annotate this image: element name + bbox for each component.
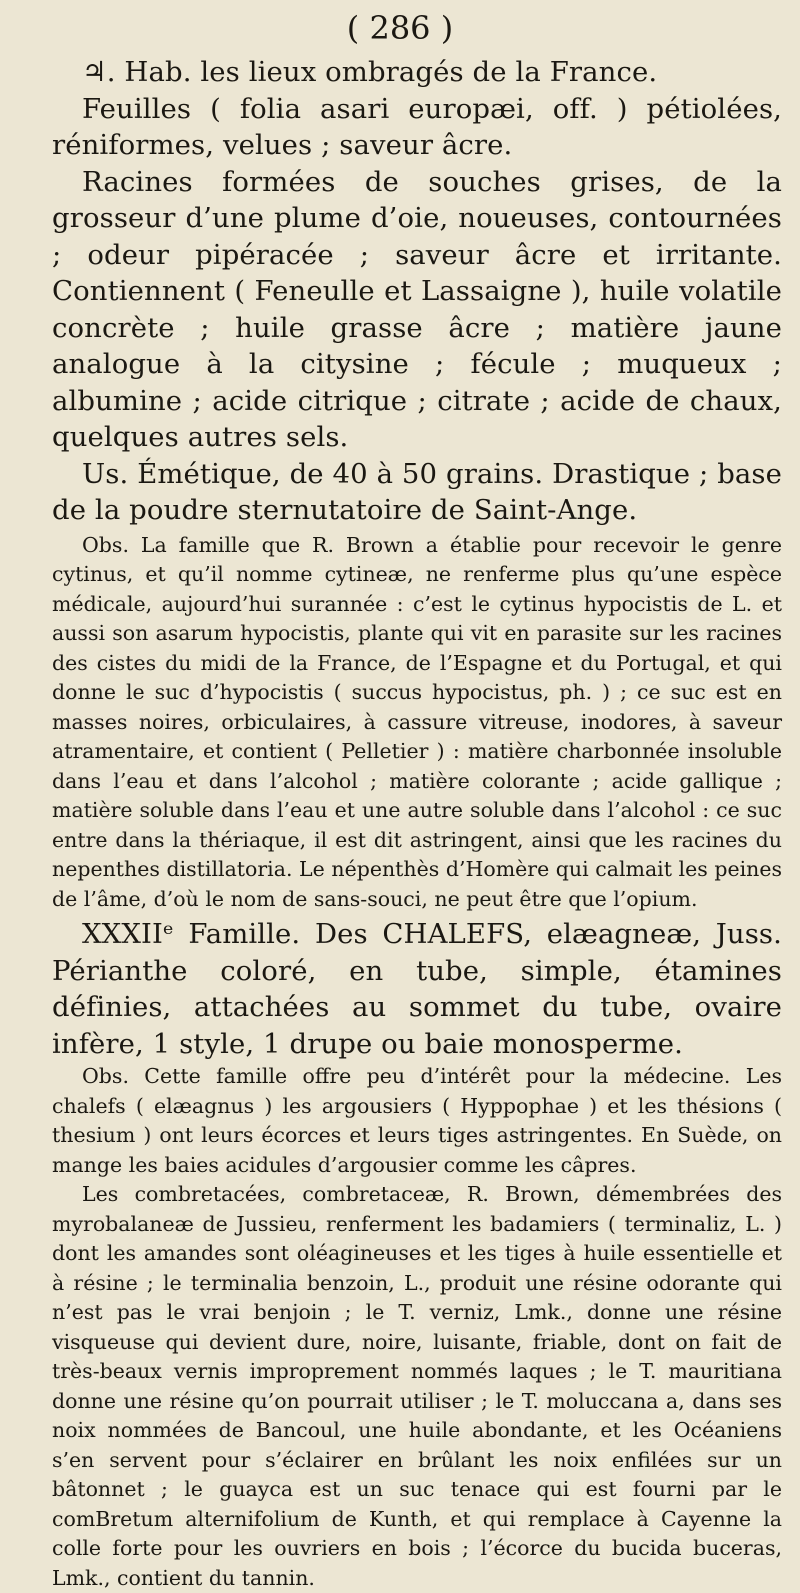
- paragraph-racines: Racines formées de souches grises, de la grosseur d’une plume d’oie, noueuses, contournées ; odeur pipéracée ; saveur âcre et irritante. Contiennent ( Feneulle et Lassaigne ), huile volatile concrète ; huile grasse âcre ; matière jaune analogue à la citysine ; fécule ; muqueux ; albumine ; acide citrique ; citrate ; acide de chaux, quelques autres sels.: [52, 165, 782, 453]
- habitat-line: ♃. Hab. les lieux ombragés de la France.: [82, 56, 658, 88]
- paragraph-combretacees: Les combretacées, combretaceæ, R. Brown, démembrées des myrobalaneæ de Jussieu, renferment les badamiers ( terminaliz, L. ) dont les amandes sont oléagineuses et les tiges à huile essentielle et à résine ; le terminalia benzoin, L., produit une résine odorante qui n’est pas le vrai benjoin ; le T. verniz, Lmk., donne une résine visqueuse qui devient dure, noire, luisante, friable, dont on fait de très-beaux vernis improprement nommés laques ; le T. mauritiana donne une résine qu’on pourrait utiliser ; le T. moluccana a, dans ses noix nommées de Bancoul, une huile abondante, et les Océaniens s’en servent pour s’éclairer en brûlant les noix enfilées sur un bâtonnet ; le guayca est un suc tenace qui est fourni par le comBretum alternifolium de Kunth, et qui remplace à Cayenne la colle forte pour les ouvriers en bois ; l’écorce du bucida buceras, Lmk., contient du tannin.: [52, 1182, 782, 1590]
- paragraph-usage: Us. Émétique, de 40 à 50 grains. Drastique ; base de la poudre sternutatoire de Saint-Ange.: [52, 457, 782, 526]
- page-number: ( 286 ): [346, 9, 454, 47]
- page-body: [52, 54, 782, 1593]
- paragraph-feuilles: Feuilles ( folia asari europæi, off. ) pétiolées, réniformes, velues ; saveur âcre.: [52, 92, 782, 161]
- family-heading-chalefs: XXXIIᵉ Famille. Des CHALEFS, elæagneæ, Juss. Périanthe coloré, en tube, simple, étamines définies, attachées au sommet du tube, ovaire infère, 1 style, 1 drupe ou baie monosperme.: [52, 918, 782, 1060]
- observation-chalefs: Obs. Cette famille offre peu d’intérêt pour la médecine. Les chalefs ( elæagnus ) les argousiers ( Hyppophae ) et les thésions ( thesium ) ont leurs écorces et leurs tiges astringentes. En Suède, on mange les baies acidules d’argousier comme les câpres.: [52, 1064, 782, 1177]
- observation-cytinus: Obs. La famille que R. Brown a établie pour recevoir le genre cytinus, et qu’il nomme cytineæ, ne renferme plus qu’une espèce médicale, aujourd’hui surannée : c’est le cytinus hypocistis de L. et aussi son asarum hypocistis, plante qui vit en parasite sur les racines des cistes du midi de la France, de l’Espagne et du Portugal, et qui donne le suc d’hypocistis ( succus hypocistus, ph. ) ; ce suc est en masses noires, orbiculaires, à cassure vitreuse, inodores, à saveur atramentaire, et contient ( Pelletier ) : matière charbonnée insoluble dans l’eau et dans l’alcohol ; matière colorante ; acide gallique ; matière soluble dans l’eau et une autre soluble dans l’alcohol : ce suc entre dans la thériaque, il est dit astringent, ainsi que les racines du nepenthes distillatoria. Le népenthès d’Homère qui calmait les peines de l’âme, d’où le nom de sans-souci, ne peut être que l’opium.: [52, 532, 782, 911]
